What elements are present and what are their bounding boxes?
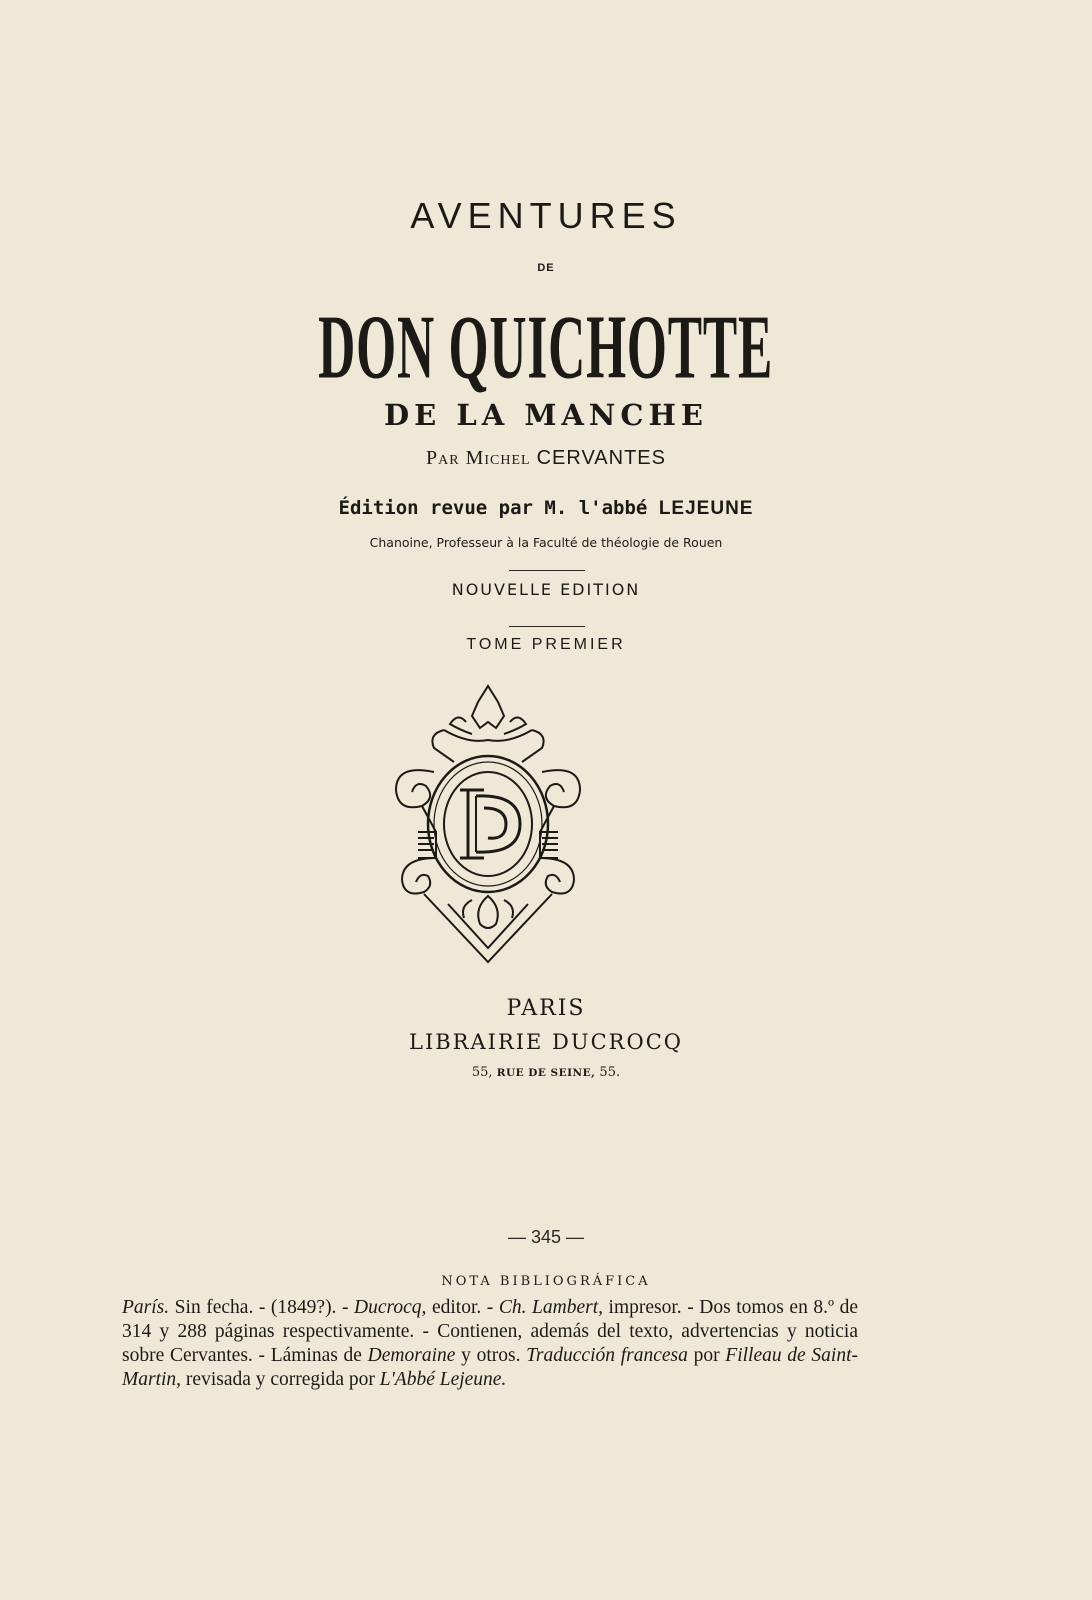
main-title bbox=[0, 296, 1092, 399]
author-line bbox=[0, 447, 1092, 470]
editor-prefix: Édition revue par M. l'abbé bbox=[338, 497, 648, 519]
editor-name: LEJEUNE bbox=[658, 498, 754, 519]
author-prefix: Par Michel bbox=[426, 447, 531, 469]
editor-position: Chanoine, Professeur à la Faculté de théologie de Rouen bbox=[369, 535, 723, 550]
note-text: impresor. - Dos tomos en 8.º de 314 y 288 páginas respectivamente. - Contienen, además del texto, advertencias y noticia sobre Cervantes. - Láminas de bbox=[122, 1297, 859, 1366]
title-aventures: AVENTURES bbox=[410, 195, 682, 236]
title-de: DE bbox=[537, 262, 555, 274]
note-text: y otros. bbox=[455, 1345, 527, 1366]
note-text: por bbox=[687, 1345, 726, 1366]
note-translation: Traducción francesa bbox=[526, 1345, 688, 1366]
edition-label: NOUVELLE EDITION bbox=[451, 580, 641, 599]
imprint-address bbox=[0, 1065, 1092, 1080]
divider-rule bbox=[509, 626, 585, 627]
note-text: editor. - bbox=[426, 1297, 494, 1318]
note-text: Sin fecha. - (1849?). - bbox=[169, 1297, 349, 1318]
publisher-monogram-emblem-icon bbox=[388, 682, 588, 972]
note-printer: Ch. Lambert, bbox=[498, 1297, 603, 1318]
tome-label: TOME PREMIER bbox=[466, 636, 626, 653]
editor-line bbox=[0, 497, 1092, 520]
note-editor: Ducrocq, bbox=[354, 1297, 427, 1318]
bibliographic-note bbox=[122, 1296, 858, 1392]
note-translator: Filleau de Saint-Martin, bbox=[122, 1345, 858, 1390]
subtitle-de-la-manche: DE LA MANCHE bbox=[383, 398, 709, 432]
address-number: 55, bbox=[471, 1065, 493, 1080]
address-street: RUE DE SEINE, bbox=[496, 1067, 596, 1079]
note-text: revisada y corregida por bbox=[181, 1369, 380, 1390]
page-number: — 345 — bbox=[507, 1227, 585, 1247]
divider-rule bbox=[509, 570, 585, 571]
address-number: 55. bbox=[599, 1065, 621, 1080]
imprint-publisher: LIBRAIRIE DUCROCQ bbox=[409, 1030, 683, 1054]
main-title-text: DON QUICHOTTE bbox=[318, 297, 774, 399]
imprint-city: PARIS bbox=[506, 996, 586, 1021]
bibliographic-note-heading: NOTA BIBLIOGRÁFICA bbox=[441, 1274, 651, 1289]
note-illustrator: Demoraine bbox=[367, 1345, 456, 1366]
note-place: París. bbox=[122, 1297, 170, 1318]
note-reviser: L'Abbé Lejeune. bbox=[379, 1369, 507, 1390]
author-name: CERVANTES bbox=[536, 447, 666, 469]
